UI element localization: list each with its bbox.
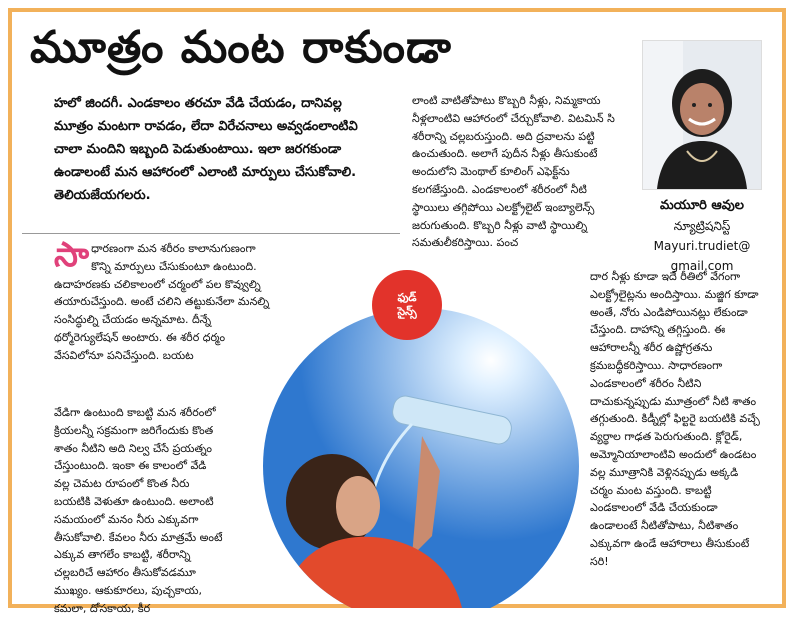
body-column-2b xyxy=(590,268,762,571)
body-column-1 xyxy=(54,235,274,365)
section-divider xyxy=(22,233,400,234)
dropcap: సా xyxy=(54,235,90,275)
drinking-water-illustration xyxy=(262,306,580,608)
body-text-2b: దార నీళ్లు కూడా ఇదే రీతిలో వేగంగా ఎలక్ట్రోలైట్లను అందిస్తాయి. మజ్జిగ కూడా అంతే, నోరు ఎండిపోయినట్లు లేకుండా చేస్తుంది. దాహాన్ని తగ్గిస్తుంది. ఈ ఆహారాలన్నీ శరీర ఉష్ణోగ్రతను క్రమబద్ధీకరిస్తాయి. సాధారణంగా ఎండకాలంలో శరీరం నీటిని దాచుకున్నప్పుడు మూత్రంలో నీటి శాతం తగ్గుతుంది. కిడ్నీల్లో ఫిల్టరై బయటికి వచ్చే వ్యర్థాల గాఢత పెరుగుతుంది. క్లోరైడ్, అమ్మోనియాలాంటివి అందులో ఉండటం వల్ల మూత్రానికి వెళ్లినప్పుడు అక్కడి చర్మం మంట వస్తుంది. కాబట్టి ఎండకాలంలో వేడి చేయకుండా ఉండాలంటే నీటితోపాటు, నీటిశాతం ఎక్కువగా ఉండే ఆహారాలు తీసుకుంటే సరి! xyxy=(590,270,760,568)
author-photo xyxy=(642,40,762,190)
badge-line-1: ఫుడ్ xyxy=(397,291,417,304)
author-email-line2: gmail.com xyxy=(670,259,734,273)
body-column-1b xyxy=(54,404,224,618)
author-name: మయూరి ఆవుల xyxy=(660,198,744,213)
author-role: న్యూట్రిషనిస్ట్ xyxy=(673,219,731,233)
body-text-1b: వేడిగా ఉంటుంది కాబట్టి మన శరీరంలో క్రియలన్నీ సక్రమంగా జరిగేందుకు కొంత శాతం నీటిని అది నిల్వ చేసే ప్రయత్నం చేస్తుంటుంది. ఇంకా ఈ కాలంలో వేడి వల్ల చెమట రూపంలో కొంత నీరు బయటికి వెళుతూ ఉంటుంది. అలాంటి సమయంలో మనం నీరు ఎక్కువగా తీసుకోవాలి. కేవలం నీరు మాత్రమే అంటే ఎక్కువ తాగలేం కాబట్టి, శరీరాన్ని చల్లబరిచే ఆహారం తీసుకోవడమూ ముఖ్యం. ఆకుకూరలు, పుచ్చకాయ, కమలా, దోసకాయ, కీర xyxy=(54,406,223,615)
body-column-2 xyxy=(412,92,622,252)
body-text-2: లాంటి వాటితోపాటు కొబ్బరి నీళ్లు, నిమ్మకాయ నీళ్లలాంటివి ఆహారంలో చేర్చుకోవాలి. విటమిన్ సి శరీరాన్ని చల్లబరుస్తుంది. అది ద్రవాలను పట్టి ఉంచుతుంది. అలాగే పుదీన నీళ్లు తీసుకుంటే అందులోని మెంథాల్ కూలింగ్ ఎఫెక్ట్‌ను కలగజేస్తుంది. ఎండకాలంలో శరీరంలో నీటి స్థాయిలు తగ్గిపోయి ఎలక్ట్రోలైట్ ఇంబ్యాలెన్స్ జరుగుతుంది. కొబ్బరి నీళ్లు వాటి స్థాయిల్ని సమతులీకరిస్తాయి. పంచ xyxy=(412,94,615,250)
author-email-line1: Mayuri.trudiet@ xyxy=(653,239,751,253)
body-text-1: ధారణంగా మన శరీరం కాలానుగుణంగా కొన్ని మార్పులు చేసుకుంటూ ఉంటుంది. ఉదాహరణకు చలికాలంలో చర్మంలో పల కొవ్వుల్ని తయారుచేస్తుంది. అంటే చలిని తట్టుకునేలా మనల్ని సంసిద్ధుల్ని చేయడం అన్నమాట. దీన్నే థర్మోరెగ్యులేషన్ అంటారు. ఈ శరీర ధర్మం వేసవిలోనూ పనిచేస్తుంది. బయట xyxy=(54,242,270,362)
headline: మూత్రం మంట రాకుండా xyxy=(30,22,452,73)
food-science-badge xyxy=(372,270,442,340)
author-byline xyxy=(640,196,764,276)
intro-text: హలో జిందగీ. ఎండకాలం తరచూ వేడి చేయడం, దానివల్ల మూత్రం మంటగా రావడం, లేదా విరేచనాలు అవ్వడంలాంటివి చాలా మందిని ఇబ్బంది పెడుతుంటాయి. ఇలా జరగకుండా ఉండాలంటే మన ఆహారంలో ఎలాంటి మార్పులు చేసుకోవాలి. తెలియజేయగలరు. xyxy=(54,96,358,203)
badge-line-2: సైన్స్ xyxy=(397,305,417,318)
question-intro xyxy=(54,92,384,207)
